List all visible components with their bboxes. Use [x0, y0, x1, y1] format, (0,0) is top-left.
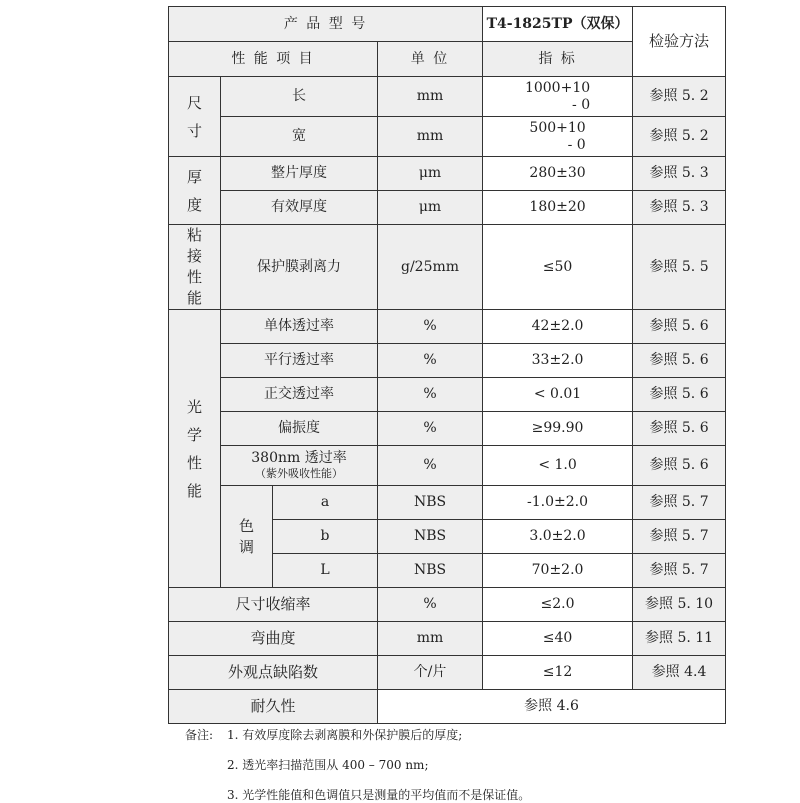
method-cell: 参照 5. 6: [633, 412, 726, 446]
group-adhesion: 粘 接 性 能: [169, 225, 221, 310]
value-cell: 180±20: [483, 191, 633, 225]
table-row: [169, 622, 726, 656]
method-cell: 参照 4.4: [633, 656, 726, 690]
unit-cell: mm: [378, 622, 483, 656]
table-row: [169, 486, 726, 520]
unit-cell: mm: [378, 117, 483, 157]
value-cell: < 1.0: [483, 446, 633, 486]
index-header: 指 标: [483, 42, 633, 77]
value-cell: ≤50: [483, 225, 633, 310]
method-cell: 参照 5. 10: [633, 588, 726, 622]
unit-cell: g/25mm: [378, 225, 483, 310]
method-cell: 参照 5. 6: [633, 344, 726, 378]
method-cell: 参照 5. 7: [633, 486, 726, 520]
unit-cell: %: [378, 378, 483, 412]
item-label: 380nm 透过率: [251, 450, 347, 467]
value-cell: < 0.01: [483, 378, 633, 412]
unit-cell: NBS: [378, 486, 483, 520]
table-row: [169, 117, 726, 157]
table-row: [169, 378, 726, 412]
table-row: [169, 690, 726, 724]
value-cell: 42±2.0: [483, 310, 633, 344]
value-cell: 1000+10 - 0: [483, 77, 633, 117]
group-hue: 色 调: [221, 486, 273, 588]
unit-cell: NBS: [378, 554, 483, 588]
item-cell: 正交透过率: [221, 378, 378, 412]
method-cell: 参照 5. 5: [633, 225, 726, 310]
method-cell: 参照 5. 3: [633, 157, 726, 191]
table-row: [169, 656, 726, 690]
item-cell: 平行透过率: [221, 344, 378, 378]
method-header: 检验方法: [633, 7, 726, 77]
value-cell: ≤2.0: [483, 588, 633, 622]
method-cell: 参照 5. 2: [633, 117, 726, 157]
item-cell: 保护膜剥离力: [221, 225, 378, 310]
model-value: T4-1825TP（双保）: [483, 7, 633, 42]
unit-header: 单 位: [378, 42, 483, 77]
product-model-label: 产 品 型 号: [169, 7, 483, 42]
value-cell: 参照 4.6: [378, 690, 726, 724]
item-cell: b: [273, 520, 378, 554]
item-cell: 单体透过率: [221, 310, 378, 344]
group-optical: 光 学 性 能: [169, 310, 221, 588]
method-cell: 参照 5. 7: [633, 554, 726, 588]
value-cell: 70±2.0: [483, 554, 633, 588]
method-cell: 参照 5. 6: [633, 378, 726, 412]
unit-cell: μm: [378, 157, 483, 191]
item-cell: 宽: [221, 117, 378, 157]
item-cell: L: [273, 554, 378, 588]
method-cell: 参照 5. 11: [633, 622, 726, 656]
table-row: [169, 191, 726, 225]
value-cell: 500+10 - 0: [483, 117, 633, 157]
item-cell: 偏振度: [221, 412, 378, 446]
unit-cell: %: [378, 412, 483, 446]
item-cell: 尺寸收缩率: [169, 588, 378, 622]
value-cell: ≤12: [483, 656, 633, 690]
item-sublabel: （紫外吸收性能）: [255, 467, 343, 481]
method-cell: 参照 5. 3: [633, 191, 726, 225]
item-cell: 外观点缺陷数: [169, 656, 378, 690]
item-cell: 整片厚度: [221, 157, 378, 191]
table-row: [169, 344, 726, 378]
value-cell: 3.0±2.0: [483, 520, 633, 554]
unit-cell: mm: [378, 77, 483, 117]
value-cell: -1.0±2.0: [483, 486, 633, 520]
note-item: 1. 有效厚度除去剥离膜和外保护膜后的厚度;: [227, 728, 463, 742]
item-cell: [221, 446, 378, 486]
group-size: 尺 寸: [169, 77, 221, 157]
notes-label: 备注:: [185, 728, 214, 742]
table-row: [169, 310, 726, 344]
value-cell: ≥99.90: [483, 412, 633, 446]
unit-cell: 个/片: [378, 656, 483, 690]
table-row: [169, 446, 726, 486]
item-cell: a: [273, 486, 378, 520]
note-item: 3. 光学性能值和色调值只是测量的平均值而不是保证值。: [227, 788, 531, 802]
item-cell: 有效厚度: [221, 191, 378, 225]
item-cell: 弯曲度: [169, 622, 378, 656]
table-row: [169, 588, 726, 622]
unit-cell: %: [378, 310, 483, 344]
method-cell: 参照 5. 6: [633, 310, 726, 344]
unit-cell: μm: [378, 191, 483, 225]
value-cell: 280±30: [483, 157, 633, 191]
item-cell: 长: [221, 77, 378, 117]
table-row: [169, 412, 726, 446]
unit-cell: %: [378, 446, 483, 486]
group-thickness: 厚 度: [169, 157, 221, 225]
table-row: [169, 225, 726, 310]
table-row: [169, 157, 726, 191]
value-cell: ≤40: [483, 622, 633, 656]
value-cell: 33±2.0: [483, 344, 633, 378]
table-row: [169, 77, 726, 117]
unit-cell: %: [378, 344, 483, 378]
method-cell: 参照 5. 7: [633, 520, 726, 554]
unit-cell: %: [378, 588, 483, 622]
method-cell: 参照 5. 6: [633, 446, 726, 486]
item-header: 性 能 项 目: [169, 42, 378, 77]
spec-table: [168, 6, 726, 724]
unit-cell: NBS: [378, 520, 483, 554]
note-item: 2. 透光率扫描范围从 400 – 700 nm;: [227, 758, 429, 772]
method-cell: 参照 5. 2: [633, 77, 726, 117]
item-cell: 耐久性: [169, 690, 378, 724]
